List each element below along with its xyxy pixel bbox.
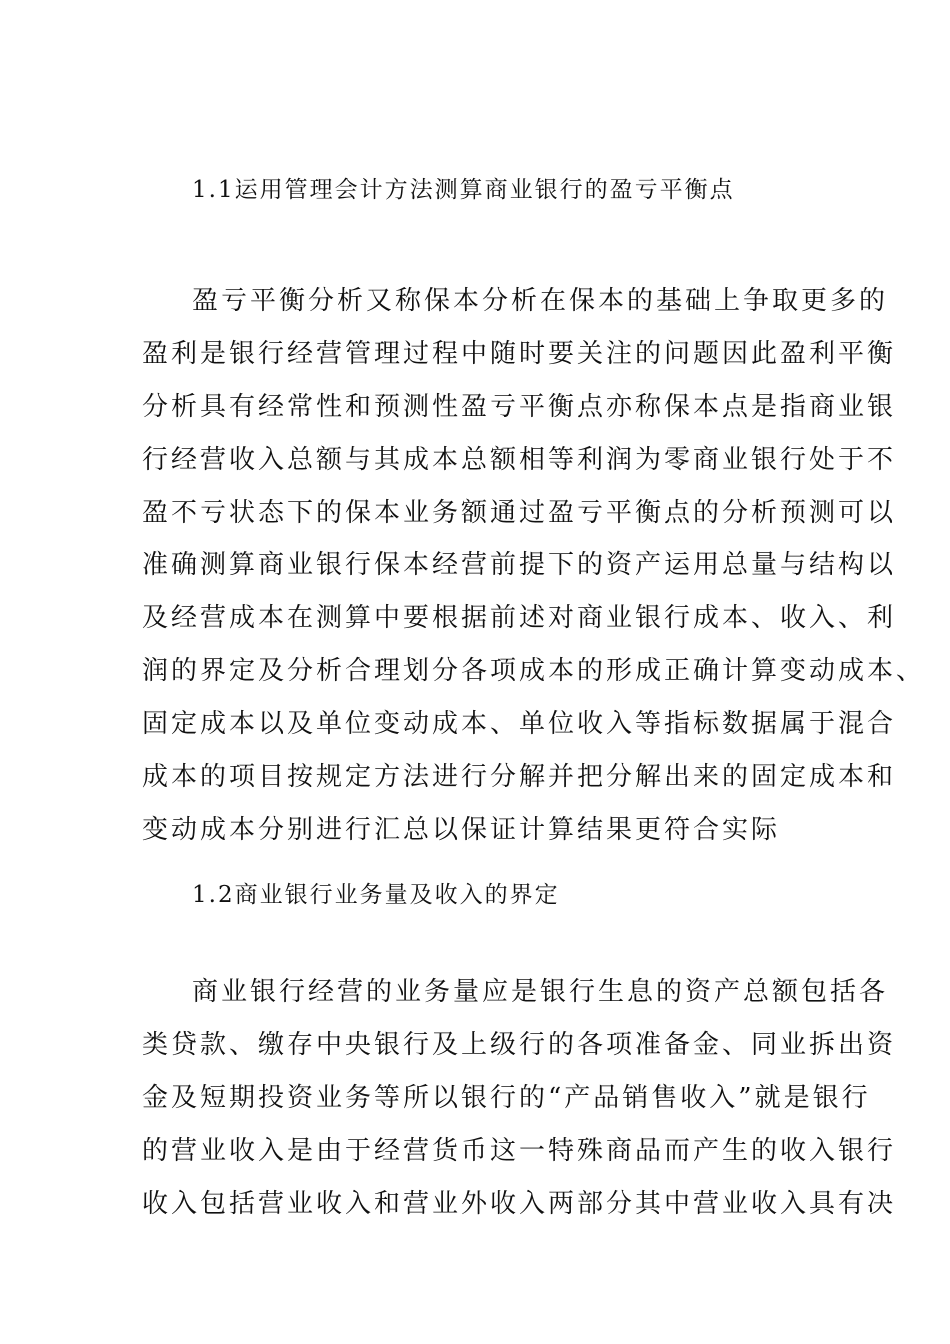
paragraph-line: 及经营成本在测算中要根据前述对商业银行成本、收入、利 <box>142 603 897 634</box>
paragraph-line: 商业银行经营的业务量应是银行生息的资产总额包括各 <box>192 977 889 1007</box>
paragraph-line: 准确测算商业银行保本经营前提下的资产运用总量与结构以 <box>142 550 897 581</box>
paragraph-line: 盈利是银行经营管理过程中随时要关注的问题因此盈利平衡 <box>142 338 897 369</box>
paragraph-line: 类贷款、缴存中央银行及上级行的各项准备金、同业拆出资 <box>142 1029 897 1060</box>
section-heading-1-1: 1.1运用管理会计方法测算商业银行的盈亏平衡点 <box>192 177 735 203</box>
paragraph-line: 润的界定及分析合理划分各项成本的形成正确计算变动成本、 <box>142 656 926 687</box>
paragraph-line: 变动成本分别进行汇总以保证计算结果更符合实际 <box>142 814 781 845</box>
paragraph-line: 行经营收入总额与其成本总额相等利润为零商业银行处于不 <box>142 444 897 475</box>
paragraph-business-volume <box>142 966 897 1230</box>
paragraph-line: 盈亏平衡分析又称保本分析在保本的基础上争取更多的 <box>192 286 889 316</box>
paragraph-line: 分析具有经常性和预测性盈亏平衡点亦称保本点是指商业银 <box>142 391 897 422</box>
paragraph-line: 成本的项目按规定方法进行分解并把分解出来的固定成本和 <box>142 762 897 793</box>
paragraph-break-even <box>142 275 926 857</box>
section-heading-1-2: 1.2商业银行业务量及收入的界定 <box>192 882 560 908</box>
paragraph-line: 金及短期投资业务等所以银行的“产品销售收入”就是银行 <box>142 1082 871 1113</box>
paragraph-line: 盈不亏状态下的保本业务额通过盈亏平衡点的分析预测可以 <box>142 497 897 528</box>
paragraph-line: 固定成本以及单位变动成本、单位收入等指标数据属于混合 <box>142 709 897 740</box>
paragraph-line: 收入包括营业收入和营业外收入两部分其中营业收入具有决 <box>142 1188 897 1219</box>
paragraph-line: 的营业收入是由于经营货币这一特殊商品而产生的收入银行 <box>142 1135 897 1166</box>
